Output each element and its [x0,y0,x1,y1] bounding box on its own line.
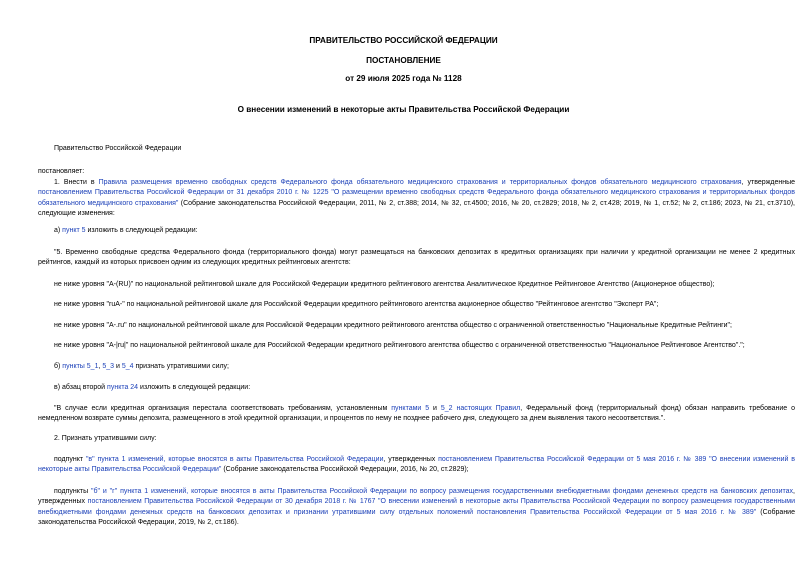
rating-item: не ниже уровня "ruA-" по национальной рейтинговой шкале для Российской Федерации кредитного рейтингового агентства акционерное общество "Рейтинговое агентство "Эксперт РА"; [54,301,659,308]
decree-389-link[interactable]: постановлением Правительства Российской Федерации от 5 мая 2016 г. № 389 "О внесении изменений в некоторые акты Правительства Российской Федерации" [38,456,795,474]
rules-link[interactable]: Правила размещения временно свободных средств Федерального фонда обязательного медицинского страхования и территориальных фондов обязательного медицинского страхования [98,179,742,186]
decree-1225-link[interactable]: постановлением Правительства Российской Федерации от 31 декабря 2010 г. № 1225 "О размещении временно свободных средств Федерального фонда обязательного медицинского страхования и территориальных фондов обязательного медицинского страхования" [38,189,795,207]
decree-1767-link[interactable]: постановлением Правительства Российской Федерации от 30 декабря 2018 г. № 1767 "О внесении изменений в некоторые акты Правительства Российской Федерации по вопросу размещения государственными внебюджетными фондами денежных средств на банковских депозитах и признании утратившими силу отдельных положений постановления Правительства Российской Федерации от 5 мая 2016 г. № 389" [38,498,795,516]
subitem-b: б) пункты 5_1, 5_3 и 5_4 признать утратившими силу; [54,363,230,370]
subitem-a: а) пункт 5 изложить в следующей редакции: [54,227,198,234]
quote-point-5: "5. Временно свободные средства Федерального фонда (территориального фонда) могут размещаться на банковских депозитах в кредитных организациях при наличии у кредитной организации не менее 2 кредитных рейтингов, каждый из которых присвоен одним из следующих кредитных рейтинговых агентств: [38,249,795,267]
point-24-link[interactable]: пункта 24 [107,384,139,391]
rating-item: не ниже уровня "A-(RU)" по национальной рейтинговой шкале для Российской Федерации кредитного рейтингового агентства Аналитическое Кредитное Рейтинговое Агентство (Акционерное общество); [54,281,715,288]
document-date-number: от 29 июля 2025 года № 1128 [345,74,462,83]
point-5-4-link[interactable]: 5_4 [121,363,134,370]
rating-item: не ниже уровня "A-|ru|" по национальной рейтинговой шкале для Российской Федерации кредитного рейтингового агентства общество с ограниченной ответственностью "Национальное Рейтинговое Агентство"."; [54,342,745,349]
item-2-sub-a: подпункт "в" пункта 1 изменений, которые вносятся в акты Правительства Российской Федерации, утвержденных постановлением Правительства Российской Федерации от 5 мая 2016 г. № 389 "О внесении изменений в некоторые акты Правительства Российской Федерации" (Собрание законодательства Российской Федерации, 2016, № 20, ст.2829); [38,456,795,474]
point-5-3-link[interactable]: 5_3 [102,363,115,370]
government-heading: ПРАВИТЕЛЬСТВО РОССИЙСКОЙ ФЕДЕРАЦИИ [309,36,498,45]
points-5-link[interactable]: пунктами 5 [391,405,430,412]
changes-2016-link[interactable]: "в" пункта 1 изменений, которые вносятся в акты Правительства Российской Федерации [85,456,384,463]
subitem-v: в) абзац второй пункта 24 изложить в следующей редакции: [54,384,251,391]
decree-verb: постановляет: [38,168,85,175]
issuer: Правительство Российской Федерации [54,145,182,152]
item-2: 2. Признать утратившими силу: [54,435,157,442]
document-type: ПОСТАНОВЛЕНИЕ [366,56,441,65]
changes-2018-link[interactable]: "б" и "г" пункта 1 изменений, которые вносятся в акты Правительства Российской Федерации по вопросу размещения государственными внебюджетными фондами денежных средств на банковских депозитах [91,488,794,495]
document-subject: О внесении изменений в некоторые акты Правительства Российской Федерации [237,105,570,114]
quote-point-24: "В случае если кредитная организация перестала соответствовать требованиям, установленным пунктами 5 и 5_2 настоящих Правил, Федеральный фонд (территориальный фонд) обязан направить требование о немедленном возврате суммы депозита, размещенного в этой кредитной организации, и процентов по нему не позднее рабочего дня, следующего за днем выявления такого несоответствия.". [38,405,795,423]
item-1: 1. Внести в Правила размещения временно свободных средств Федерального фонда обязательного медицинского страхования и территориальных фондов обязательного медицинского страхования, утвержденные постановлением Правительства Российской Федерации от 31 декабря 2010 г. № 1225 "О размещении временно свободных средств Федерального фонда обязательного медицинского страхования и территориальных фондов обязательного медицинского страхования" (Собрание законодательства Российской Федерации, 2011, № 2, ст.388; 2014, № 32, ст.4500; 2016, № 20, ст.2829; 2018, № 2, ст.428; 2019, № 1, ст.52; № 2, ст.186; 2023, № 21, ст.3710), следующие изменения: [38,179,796,218]
point-5-2-link[interactable]: 5_2 настоящих Правил [440,405,521,412]
rating-item: не ниже уровня "A-.ru" по национальной рейтинговой шкале для Российской Федерации кредитного рейтингового агентства общество с ограниченной ответственностью "Национальные Кредитные Рейтинги"; [54,322,732,329]
point-5-1-link[interactable]: пункты 5_1 [62,363,99,370]
item-2-sub-b: подпункты "б" и "г" пункта 1 изменений, которые вносятся в акты Правительства Российской Федерации по вопросу размещения государственными внебюджетными фондами денежных средств на банковских депозитах, утвержденных постановлением Правительства Российской Федерации от 30 декабря 2018 г. № 1767 "О внесении изменений в некоторые акты Правительства Российской Федерации по вопросу размещения государственными внебюджетными фондами денежных средств на банковских депозитах и признании утратившими силу отдельных положений постановления Правительства Российской Федерации от 5 мая 2016 г. № 389" (Собрание законодательства Российской Федерации, 2019, № 2, ст.186). [38,488,795,527]
point-5-link[interactable]: пункт 5 [62,227,86,234]
